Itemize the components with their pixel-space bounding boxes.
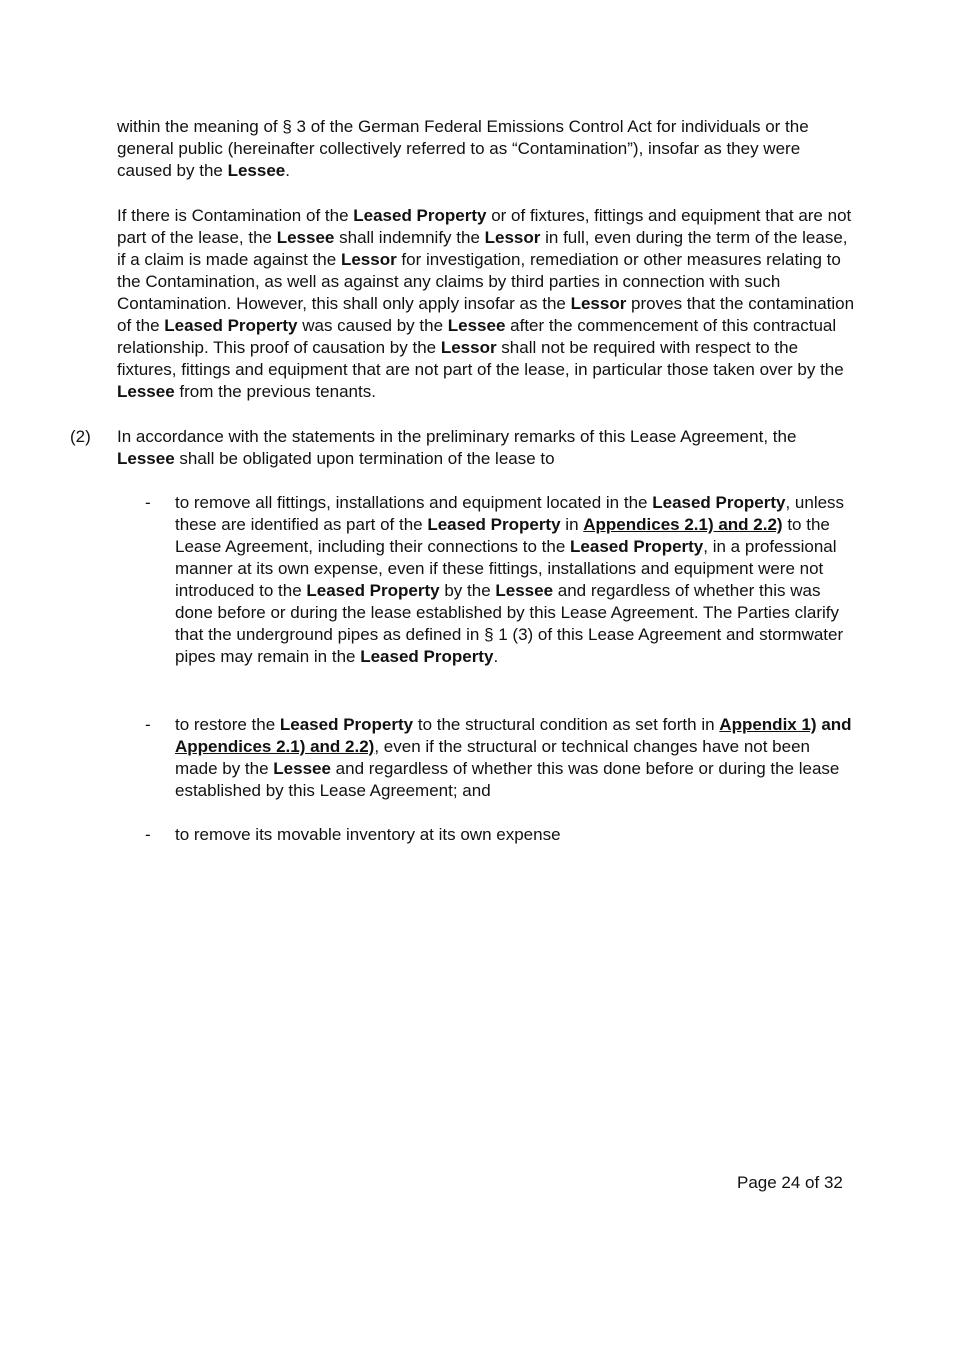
dash-bullet: - [145, 715, 151, 734]
text: to the Lease Agreement, including their connections to the [175, 515, 830, 556]
appendix-reference: Appendices 2.1) and 2.2) [583, 515, 783, 534]
text: from the previous tenants. [174, 382, 376, 401]
text: and regardless of whether this was done before or during the lease established by this Lease Agreement. The Parties clarify that the underground pipes as defined in § 1 (3) of this Lease Agreement and stormwater pipes may remain in the [175, 581, 844, 666]
paragraph-contamination-definition [117, 116, 857, 182]
bold-term: Leased Property [427, 515, 561, 534]
section-2-intro [117, 426, 857, 470]
bold-term: Lessor [570, 294, 627, 313]
bold-term: Leased Property [164, 316, 298, 335]
section-number: (2) [70, 427, 91, 446]
text: for investigation, remediation or other measures relating to the Contamination, as well as against any claims by third parties in connection with such Contamination. However, this shall only apply insofar as the [117, 250, 841, 313]
dash-bullet: - [145, 825, 151, 844]
list-item-text [175, 824, 855, 846]
text: proves that the contamination of the [117, 294, 855, 335]
text: . [493, 647, 499, 666]
bold-term: Lessee [495, 581, 554, 600]
appendix-reference: Appendix 1) [719, 715, 817, 734]
text: to remove all fittings, installations and equipment located in the [175, 493, 653, 512]
paragraph-indemnification [117, 205, 857, 403]
bold-term: Lessor [440, 338, 497, 357]
text: within the meaning of § 3 of the German Federal Emissions Control Act for individuals or the general public (hereinafter collectively referred to as “Contamination”), insofar as they were caused by the [117, 117, 809, 180]
text: in full, even during the term of the lease, if a claim is made against the [117, 228, 848, 269]
text: to remove its movable inventory at its own expense [175, 825, 561, 844]
text: In accordance with the statements in the preliminary remarks of this Lease Agreement, the [117, 427, 797, 446]
text: , in a professional manner at its own expense, even if these fittings, installations and equipment were not introduced to the [175, 537, 837, 600]
bold-term: Lessor [484, 228, 541, 247]
text: or of fixtures, fittings and equipment that are not part of the lease, the [117, 206, 852, 247]
text: If there is Contamination of the [117, 206, 354, 225]
bold-term: Lessee [117, 382, 175, 401]
text: in [560, 515, 584, 534]
bold-term: Lessee [227, 161, 286, 180]
text: . [285, 161, 290, 180]
list-item-text [175, 492, 855, 668]
page-number: Page 24 of 32 [737, 1173, 843, 1192]
bold-term: Lessee [273, 759, 331, 778]
bold-term: Leased Property [306, 581, 440, 600]
bold-term: Leased Property [353, 206, 487, 225]
bold-term: and [816, 715, 852, 734]
text: after the commencement of this contractual relationship. This proof of causation by the [117, 316, 837, 357]
bold-term: Leased Property [652, 493, 786, 512]
bold-term: Lessee [117, 449, 175, 468]
text: was caused by the [297, 316, 448, 335]
text: shall be obligated upon termination of the lease to [174, 449, 555, 468]
bold-term: Lessee [447, 316, 506, 335]
text: by the [439, 581, 496, 600]
bold-term: Lessor [340, 250, 397, 269]
text: , even if the structural or technical changes have not been made by the [175, 737, 811, 778]
text: to restore the [175, 715, 280, 734]
text: to the structural condition as set forth in [413, 715, 720, 734]
bold-term: Leased Property [570, 537, 704, 556]
text: , unless these are identified as part of the [175, 493, 845, 534]
bold-term: Lessee [276, 228, 335, 247]
bold-term: Leased Property [279, 715, 414, 734]
bold-term: Leased Property [360, 647, 494, 666]
text: and regardless of whether this was done before or during the lease established by this Lease Agreement; and [175, 759, 840, 800]
text: shall not be required with respect to the fixtures, fittings and equipment that are not part of the lease, in particular those taken over by the [117, 338, 844, 379]
list-item-text [175, 714, 855, 802]
dash-bullet: - [145, 493, 151, 512]
text: shall indemnify the [334, 228, 485, 247]
appendix-reference: Appendices 2.1) and 2.2) [175, 737, 375, 756]
